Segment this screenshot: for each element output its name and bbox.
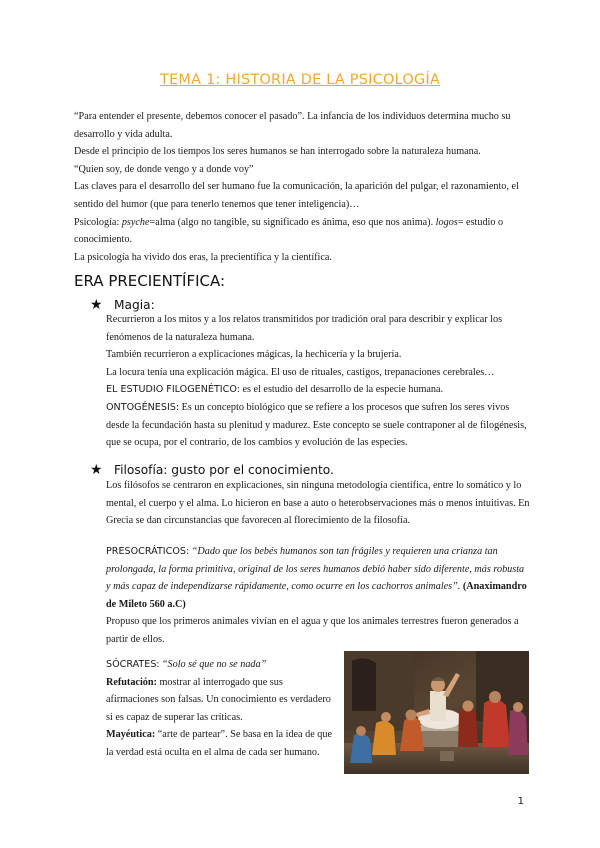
heading-label: Magia: (114, 298, 155, 312)
intro-paragraph: “Quien soy, de donde vengo y a donde voy” (74, 163, 254, 175)
era-heading: ERA PRECIENTÍFICA: (74, 272, 226, 290)
paragraph: Propuso que los primeros animales vivían en el agua y que los animales terrestres fueron generados a partir de ellos. (106, 616, 519, 645)
star-icon: ★ (90, 297, 103, 313)
quote-text: “Dado que los bebés humanos son tan frágiles y requieren una crianza tan prolongada, la forma primitiva, original de los seres humanos debió haber sido diferente, más robusta y más capaz de independizarse rápidamente, como ocurre en los cachorros animales”. (106, 546, 525, 593)
quote-author: (Anaximandro de Mileto 560 a.C) (106, 581, 527, 610)
term-label: SÓCRATES (106, 659, 157, 670)
logos-term: logos (435, 216, 458, 228)
intro-paragraph: Desde el principio de los tiempos los seres humanos se han interrogado sobre la naturaleza humana. (74, 146, 481, 158)
psyche-term: psyche (121, 216, 150, 228)
definition-text: =alma (algo no tangible, su significado es ánima, eso que nos anima). (149, 216, 436, 228)
term-label: EL ESTUDIO FILOGENÉTICO: (106, 384, 240, 396)
ontogenesis-paragraph (106, 399, 530, 452)
filosofia-intro: Los filósofos se centraron en explicaciones, sin ninguna metodología científica, entre lo somático y lo mental, el cuerpo y el alma. Lo hicieron en base a auto o heterobservaciones más o menos intuitivas. En Grecia se dan circunstancias que favorecen al florecimiento de la filosofía. (106, 480, 530, 527)
term-text: “arte de partear”. Se basa en la idea de que la verdad está oculta en el alma de cada ser humano. (106, 729, 332, 758)
heading-label: Filosofía: gusto por el conocimiento. (114, 463, 334, 477)
socrates-section (106, 656, 332, 762)
psychology-definition (74, 214, 529, 249)
separator: : (156, 659, 162, 670)
intro-section (74, 108, 529, 266)
term-label: Mayéutica: (106, 729, 156, 741)
paragraph: También recurrieron a explicaciones mágicas, la hechicería y la brujería. (106, 349, 402, 361)
filogenetico-paragraph (106, 381, 530, 399)
intro-paragraph: “Para entender el presente, debemos conocer el pasado”. La infancia de los individuos determina mucho su desarrollo y vida adulta. (74, 111, 511, 140)
term-text: mostrar al interrogado que sus afirmaciones son falsas. Un conocimiento es verdadero si es capaz de superar las críticas. (106, 676, 331, 723)
presocraticos-section (106, 543, 530, 649)
magia-section (106, 311, 530, 452)
socrates-heading (106, 656, 332, 674)
paragraph: Recurrieron a los mitos y a los relatos transmitidos por tradición oral para describir y explicar los fenómenos de la naturaleza humana. (106, 314, 503, 343)
intro-paragraph: Las claves para el desarrollo del ser humano fue la comunicación, la aparición del pulgar, el razonamiento, el sentido del humor (que para tenerlo tenemos que tener inteligencia)… (74, 181, 519, 210)
presocraticos-paragraph (106, 543, 530, 613)
definition-text: Psicología: (74, 216, 122, 228)
intro-paragraph: La psicología ha vivido dos eras, la precientífica y la científica. (74, 251, 332, 263)
page-number: 1 (517, 796, 524, 807)
death-of-socrates-painting (344, 651, 529, 774)
filosofia-heading (90, 462, 334, 478)
term-text: es el estudio del desarrollo de la especie humana. (239, 384, 444, 396)
definition-text: = estudio o conocimiento. (74, 216, 504, 246)
term-label: Refutación: (106, 676, 157, 688)
quote-text: “Solo sé que no se nada” (161, 659, 267, 670)
page-title: TEMA 1: HISTORIA DE LA PSICOLOGÍA (160, 72, 440, 88)
term-text: Es un concepto biológico que se refiere a los procesos que sufren los seres vivos desde la fecundación hasta su plenitud y madurez. Este concepto se suele contraponer al de filogénesis, que se ocupa, por el contrario, de los cambios y evolución de las especies. (106, 401, 527, 449)
mayeutica-paragraph (106, 726, 332, 761)
term-label: ONTOGÉNESIS: (106, 401, 180, 413)
refutacion-paragraph (106, 674, 332, 727)
paragraph: La locura tenía una explicación mágica. El uso de rituales, castigos, trepanaciones cerebrales… (106, 366, 495, 378)
star-icon: ★ (90, 462, 103, 478)
term-label: PRESOCRÁTICOS: (106, 546, 190, 557)
